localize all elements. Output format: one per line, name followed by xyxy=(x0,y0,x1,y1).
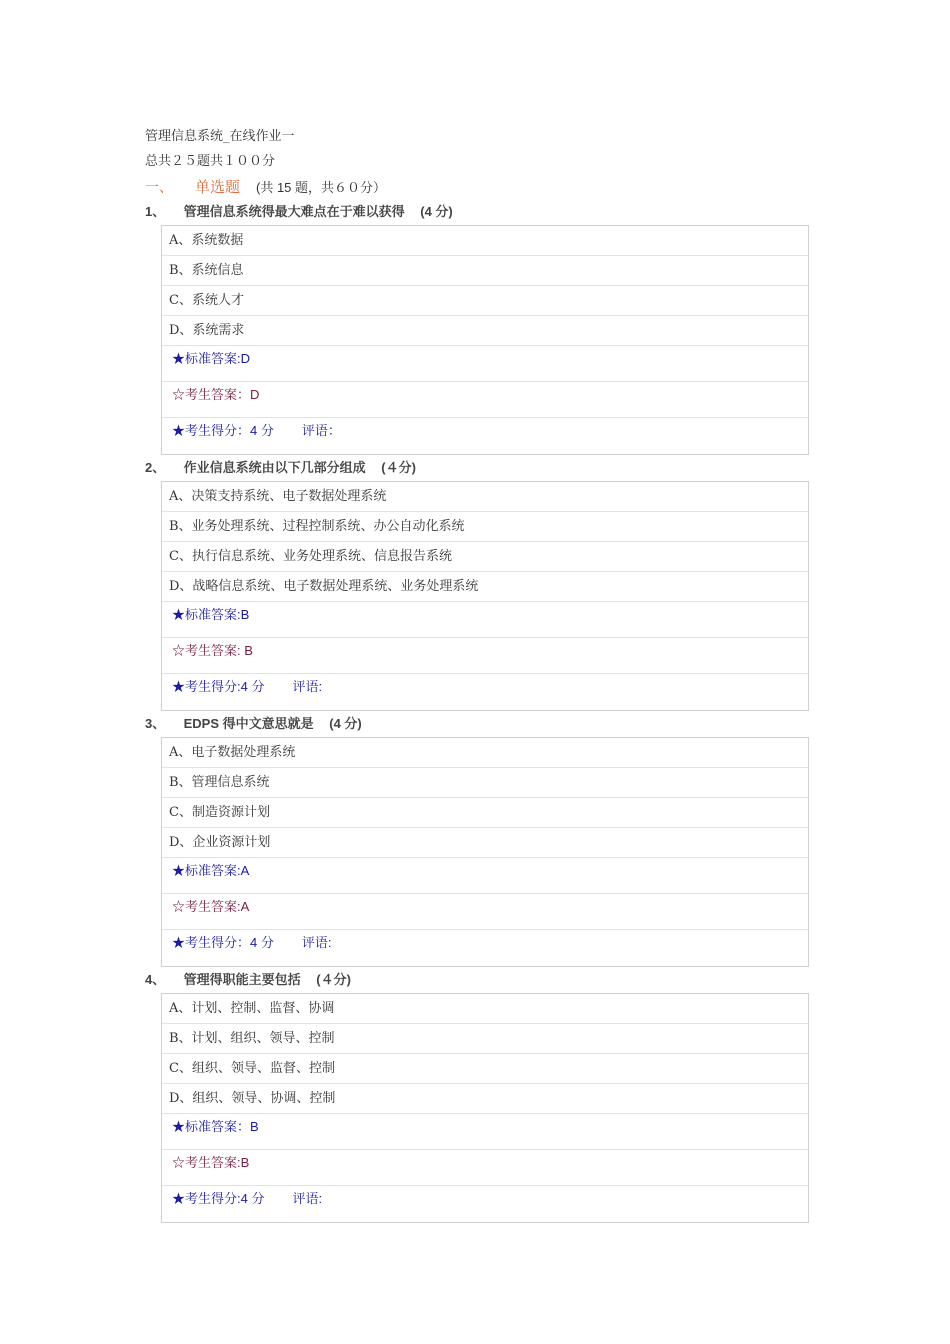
question-text: 作业信息系统由以下几部分组成 xyxy=(183,460,366,475)
option-b: B、计划、组织、领导、控制 xyxy=(162,1024,808,1054)
question-header xyxy=(145,711,825,737)
score-row xyxy=(162,930,808,966)
option-b: B、系统信息 xyxy=(162,256,808,286)
examinee-score: ★考生得分:4 分 xyxy=(172,1191,265,1206)
option-b: B、业务处理系统、过程控制系统、办公自动化系统 xyxy=(162,512,808,542)
comment-label: 评语: xyxy=(301,935,332,950)
examinee-answer: ☆考生答案: B xyxy=(162,638,808,674)
option-d: D、企业资源计划 xyxy=(162,828,808,858)
standard-answer: ★标准答案：B xyxy=(162,1114,808,1150)
section-note: (共 15 题，共６０分） xyxy=(256,180,387,195)
section-title: 单选题 xyxy=(195,178,241,196)
page-title: 管理信息系统_在线作业一 xyxy=(145,129,295,144)
question-header xyxy=(145,199,825,225)
examinee-score: ★考生得分：4 分 xyxy=(172,935,274,950)
question-number: 2、 xyxy=(145,460,166,475)
comment-label: 评语： xyxy=(301,423,341,438)
question-table xyxy=(161,225,809,455)
option-c: C、系统人才 xyxy=(162,286,808,316)
examinee-answer: ☆考生答案：D xyxy=(162,382,808,418)
question-points: (４分) xyxy=(381,460,416,475)
option-c: C、制造资源计划 xyxy=(162,798,808,828)
score-row xyxy=(162,418,808,454)
score-row xyxy=(162,674,808,710)
question-header xyxy=(145,455,825,481)
question-3 xyxy=(145,711,825,967)
comment-label: 评语: xyxy=(292,1191,323,1206)
section-number: 一、 xyxy=(145,180,173,196)
option-a: A、计划、控制、监督、协调 xyxy=(162,994,808,1024)
question-text: 管理信息系统得最大难点在于难以获得 xyxy=(183,204,405,219)
examinee-answer: ☆考生答案:B xyxy=(162,1150,808,1186)
option-b: B、管理信息系统 xyxy=(162,768,808,798)
score-row xyxy=(162,1186,808,1222)
question-2 xyxy=(145,455,825,711)
question-number: 3、 xyxy=(145,716,166,731)
question-table xyxy=(161,737,809,967)
question-number: 4、 xyxy=(145,972,166,987)
standard-answer: ★标准答案:B xyxy=(162,602,808,638)
question-points: (４分) xyxy=(316,972,351,987)
examinee-answer: ☆考生答案:A xyxy=(162,894,808,930)
question-number: 1、 xyxy=(145,204,166,219)
option-d: D、系统需求 xyxy=(162,316,808,346)
examinee-score: ★考生得分:4 分 xyxy=(172,679,265,694)
question-1 xyxy=(145,199,825,455)
question-text: EDPS 得中文意思就是 xyxy=(183,716,314,731)
option-c: C、组织、领导、监督、控制 xyxy=(162,1054,808,1084)
examinee-score: ★考生得分：4 分 xyxy=(172,423,274,438)
question-points: (4 分) xyxy=(329,716,362,731)
question-table xyxy=(161,993,809,1223)
option-d: D、组织、领导、协调、控制 xyxy=(162,1084,808,1114)
option-c: C、执行信息系统、业务处理系统、信息报告系统 xyxy=(162,542,808,572)
option-a: A、决策支持系统、电子数据处理系统 xyxy=(162,482,808,512)
comment-label: 评语: xyxy=(292,679,323,694)
standard-answer: ★标准答案:D xyxy=(162,346,808,382)
section-heading xyxy=(145,174,825,199)
question-4 xyxy=(145,967,825,1223)
option-d: D、战略信息系统、电子数据处理系统、业务处理系统 xyxy=(162,572,808,602)
document xyxy=(145,124,825,1223)
question-table xyxy=(161,481,809,711)
question-text: 管理得职能主要包括 xyxy=(183,972,301,987)
question-points: (4 分) xyxy=(420,204,453,219)
option-a: A、系统数据 xyxy=(162,226,808,256)
summary-line: 总共２５题共１００分 xyxy=(145,154,276,169)
question-header xyxy=(145,967,825,993)
option-a: A、电子数据处理系统 xyxy=(162,738,808,768)
standard-answer: ★标准答案:A xyxy=(162,858,808,894)
